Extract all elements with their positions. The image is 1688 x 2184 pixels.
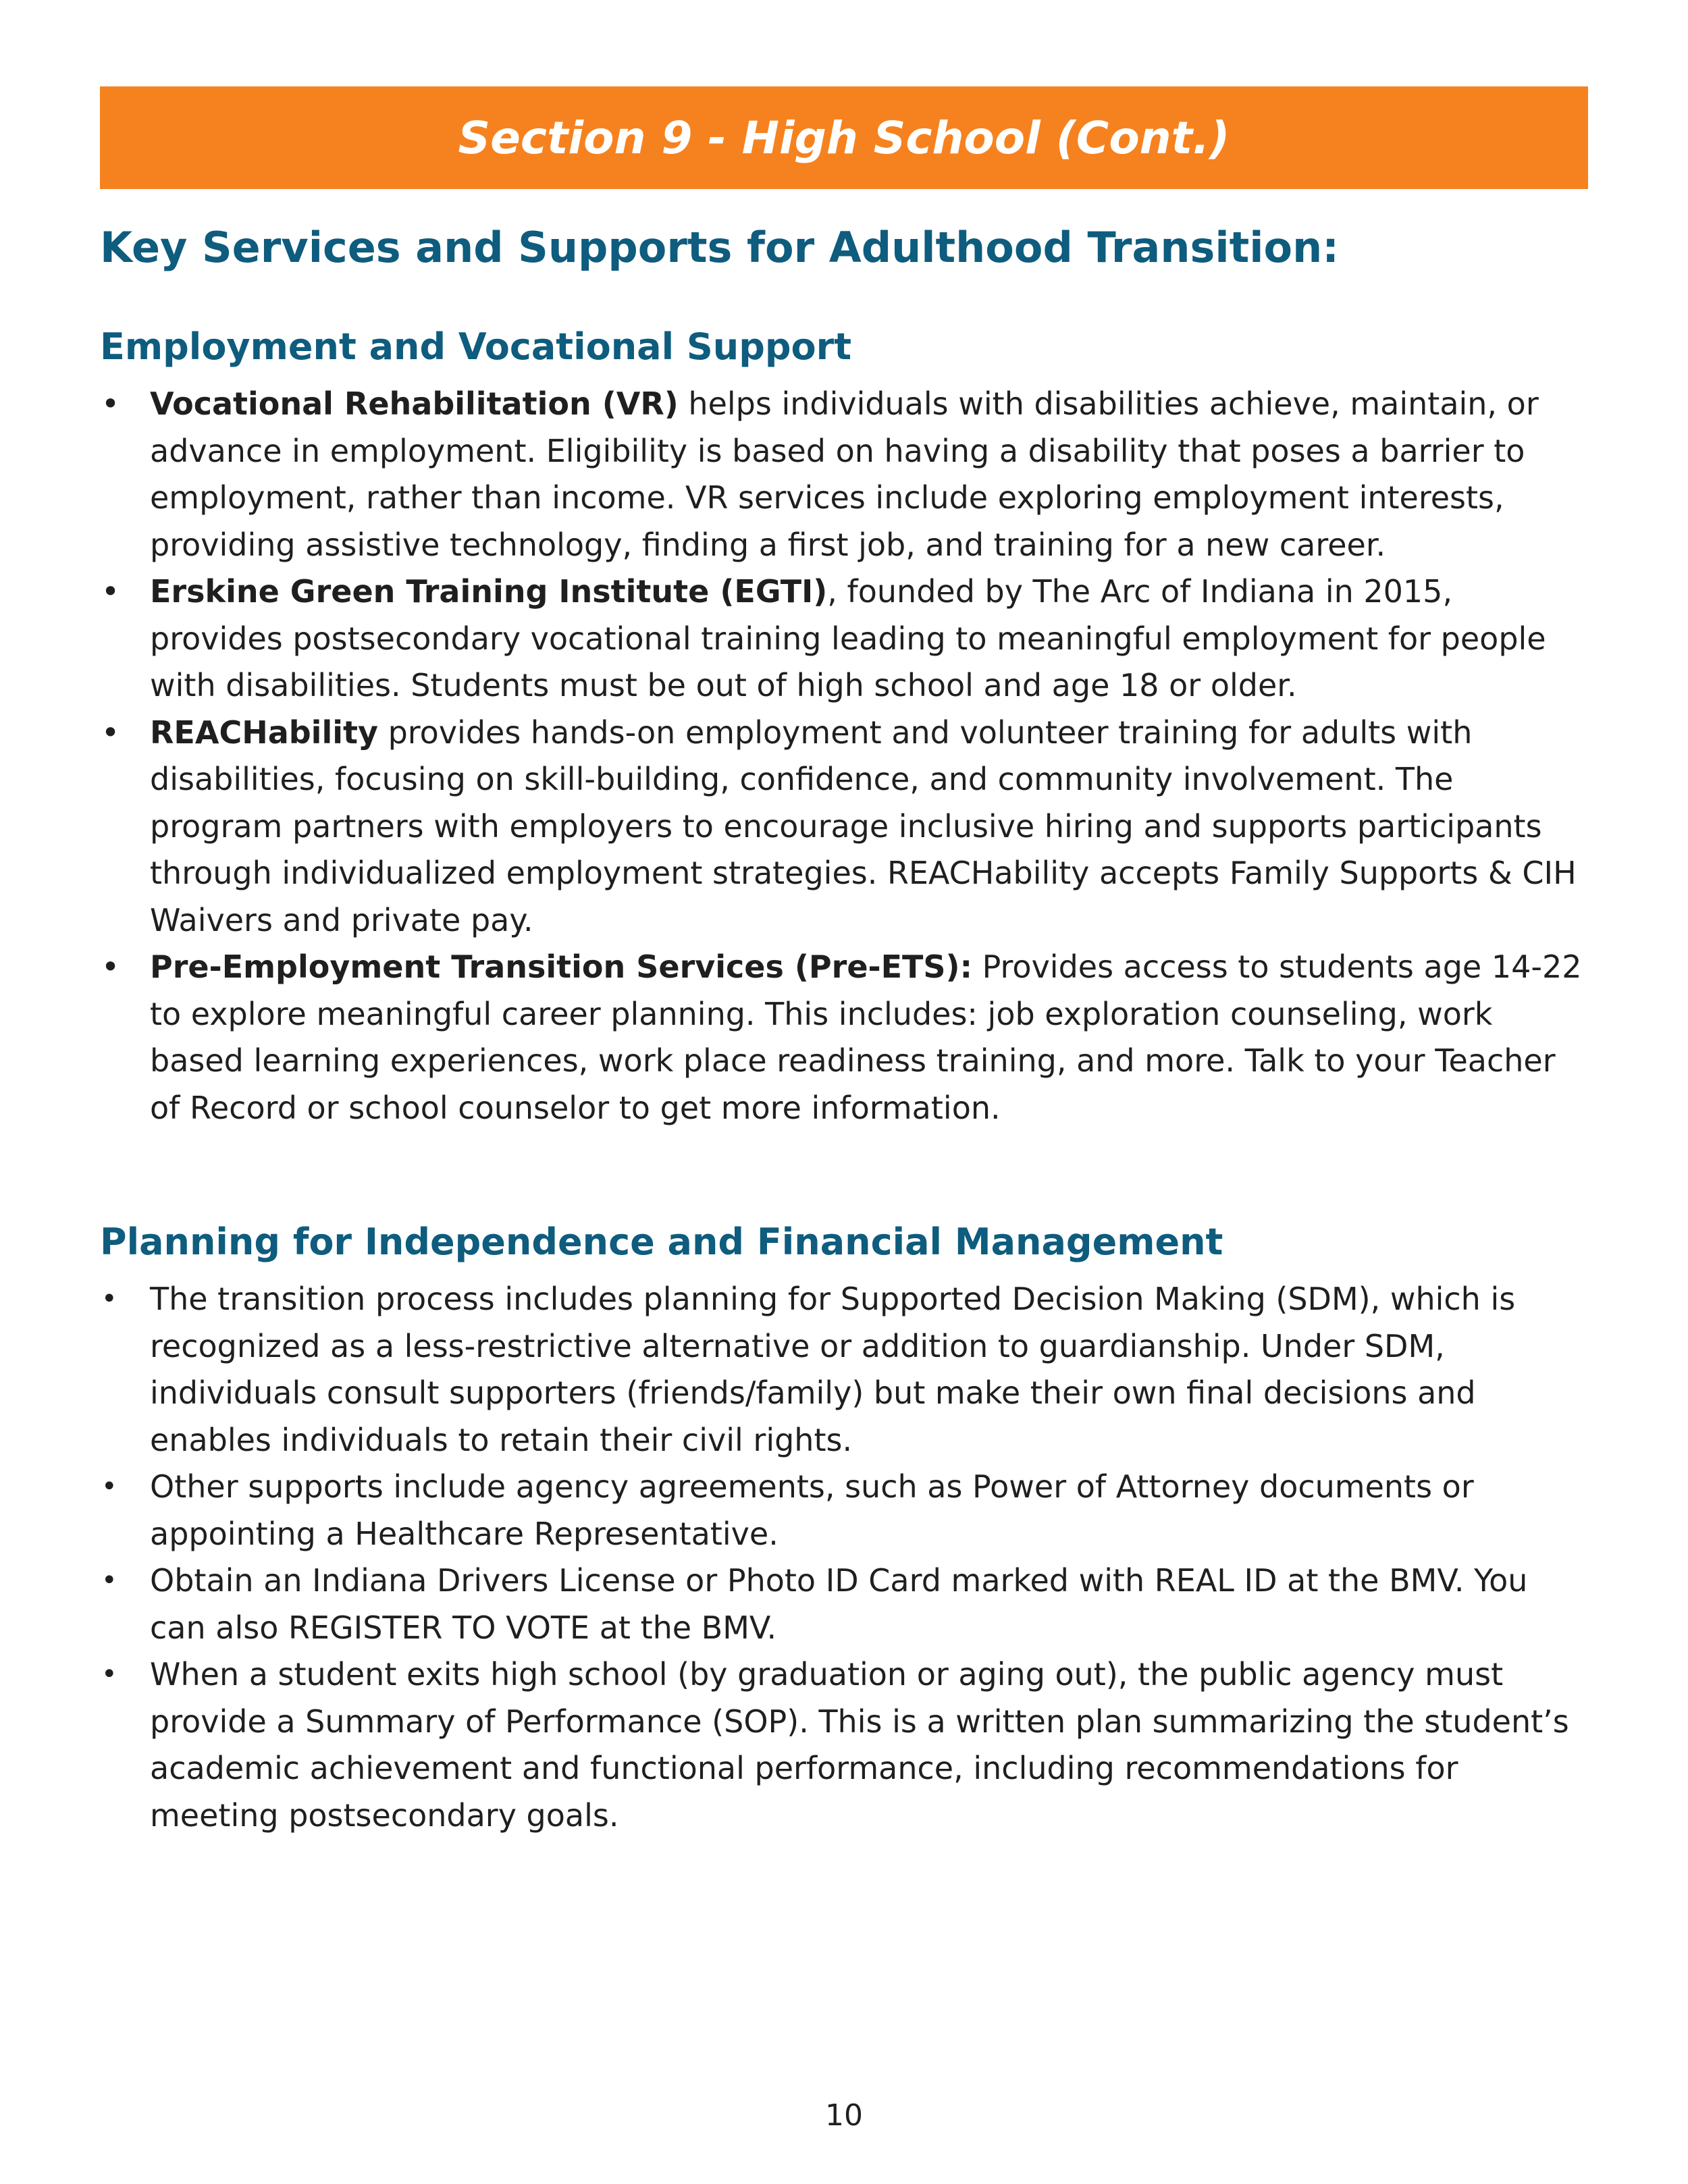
list-item — [100, 1557, 1592, 1651]
item-lead: Pre-Employment Transition Services (Pre-ETS): — [150, 949, 972, 985]
list-item — [100, 710, 1592, 944]
list-item — [100, 1651, 1592, 1839]
independence-list — [100, 1276, 1592, 1839]
bullet-icon: • — [101, 1283, 117, 1314]
page-title: Key Services and Supports for Adulthood Transition: — [100, 223, 1340, 272]
list-item — [100, 944, 1592, 1131]
item-text: provides hands-on employment and volunteer training for adults with disabilities, focusing on skill-building, confidence, and community involvement. The program partners with employers to encourage inclusive hiring and supports participants through individualized employment strategies. REACHability accepts Family Supports & CIH Waivers and private pay. — [150, 714, 1577, 938]
item-text: Provides access to students age 14-22 to explore meaningful career planning. This includes: job exploration counseling, work based learning experiences, work place readiness training, and more. Talk to your Teacher of Record or school counselor to get more information. — [150, 949, 1582, 1126]
section-title: Section 9 - High School (Cont.) — [458, 111, 1230, 164]
item-text: , founded by The Arc of Indiana in 2015, provides postsecondary vocational training leading to meaningful employment for people with disabilities. Students must be out of high school and age 18 or older. — [150, 573, 1546, 703]
page-number: 10 — [825, 2098, 863, 2133]
section-banner — [100, 86, 1588, 189]
independence-section — [100, 1214, 1592, 1839]
bullet-icon: • — [101, 573, 120, 610]
independence-heading: Planning for Independence and Financial Management — [100, 1221, 1223, 1263]
employment-section — [100, 319, 1592, 1131]
item-text: Obtain an Indiana Drivers License or Photo ID Card marked with REAL ID at the BMV. You can also REGISTER TO VOTE at the BMV. — [150, 1562, 1528, 1646]
employment-list — [100, 381, 1592, 1131]
item-lead: REACHability — [150, 714, 378, 751]
list-item — [100, 568, 1592, 710]
list-item — [100, 1276, 1592, 1464]
list-item — [100, 1464, 1592, 1557]
bullet-icon: • — [101, 1659, 117, 1690]
bullet-icon: • — [101, 949, 120, 985]
item-text: Other supports include agency agreements, such as Power of Attorney documents or appointing a Healthcare Representative. — [150, 1468, 1474, 1552]
employment-heading: Employment and Vocational Support — [100, 325, 852, 368]
item-text: The transition process includes planning for Supported Decision Making (SDM), which is recognized as a less-restrictive alternative or addition to guardianship. Under SDM, individuals consult supporters (friends/family) but make their own final decisions and enables individuals to retain their civil rights. — [150, 1281, 1516, 1458]
bullet-icon: • — [101, 385, 120, 422]
item-lead: Vocational Rehabilitation (VR) — [150, 385, 679, 422]
bullet-icon: • — [101, 1471, 117, 1502]
bullet-icon: • — [101, 714, 120, 751]
item-text: When a student exits high school (by graduation or aging out), the public agency must provide a Summary of Performance (SOP). This is a written plan summarizing the student’s academic achievement and functional performance, including recommendations for meeting postsecondary goals. — [150, 1656, 1569, 1834]
item-lead: Erskine Green Training Institute (EGTI) — [150, 573, 828, 610]
bullet-icon: • — [101, 1565, 117, 1596]
item-text: helps individuals with disabilities achieve, maintain, or advance in employment. Eligibility is based on having a disability that poses a barrier to employment, rather than income. VR services include exploring employment interests, providing assistive technology, finding a first job, and training for a new career. — [150, 385, 1539, 563]
list-item — [100, 381, 1592, 568]
